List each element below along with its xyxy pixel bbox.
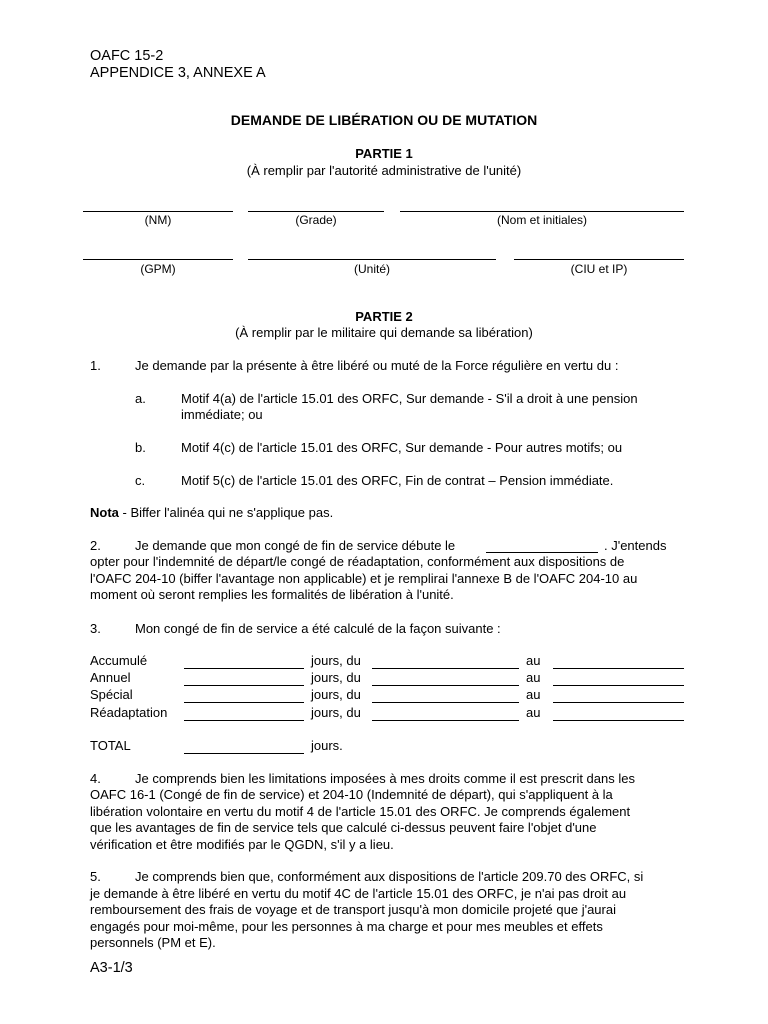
appendix-reference: APPENDICE 3, ANNEXE A [90,65,266,81]
part1-subtitle: (À remplir par l'autorité administrative de l'unité) [246,163,522,178]
note-label: Nota [90,505,119,520]
item3-text: Mon congé de fin de service a été calculé de la façon suivante : [135,621,501,636]
leave-label-special: Spécial [90,687,133,702]
nm-label: (NM) [144,213,172,227]
total-days-field[interactable] [184,753,304,754]
page-number: A3-1/3 [90,960,133,976]
gpm-field[interactable] [83,259,233,260]
part1-heading: PARTIE 1 [355,146,413,161]
from-date-field[interactable] [372,720,519,721]
days-field[interactable] [184,668,304,669]
to-label: au [526,670,541,685]
days-from-label: jours, du [311,670,361,685]
name-field[interactable] [400,211,684,212]
nm-field[interactable] [83,211,233,212]
page-title: DEMANDE DE LIBÉRATION OU DE MUTATION [230,112,538,128]
item1-number: 1. [90,358,101,373]
to-date-field[interactable] [553,668,684,669]
grade-field[interactable] [248,211,384,212]
from-date-field[interactable] [372,702,519,703]
total-label: TOTAL [90,738,131,753]
ciu-field[interactable] [514,259,684,260]
to-date-field[interactable] [553,720,684,721]
part2-heading: PARTIE 2 [355,309,413,324]
document-reference: OAFC 15-2 [90,48,164,64]
days-field[interactable] [184,702,304,703]
option-b-text: Motif 4(c) de l'article 15.01 des ORFC, Sur demande - Pour autres motifs; ou [181,440,623,455]
option-a-text: Motif 4(a) de l'article 15.01 des ORFC, Sur demande - S'il a droit à une pension [181,391,638,406]
note [90,505,333,522]
item2-text-end: . J'entends [604,538,667,553]
note-text: - Biffer l'alinéa qui ne s'applique pas. [118,505,334,520]
item5-line3: remboursement des frais de voyage et de transport jusqu'à mon domicile projeté que j'aurai [90,902,616,917]
ciu-label: (CIU et IP) [570,262,628,276]
name-label: (Nom et initiales) [496,213,588,227]
option-a-text-cont: immédiate; ou [181,407,263,422]
to-date-field[interactable] [553,702,684,703]
from-date-field[interactable] [372,685,519,686]
item4-number: 4. [90,771,101,786]
unit-label: (Unité) [353,262,390,276]
unit-field[interactable] [248,259,496,260]
leave-label-readaptation: Réadaptation [90,705,168,720]
leave-start-date-field[interactable] [486,552,598,553]
option-b-letter: b. [135,440,146,455]
option-c-text: Motif 5(c) de l'article 15.01 des ORFC, Fin de contrat – Pension immédiate. [181,473,614,488]
item4-line1: Je comprends bien les limitations imposées à mes droits comme il est prescrit dans les [135,771,635,786]
item2-number: 2. [90,538,101,553]
from-date-field[interactable] [372,668,519,669]
days-from-label: jours, du [311,687,361,702]
item2-text: Je demande que mon congé de fin de service débute le [135,538,456,553]
item4-line4: que les avantages de fin de service tels que calculé ci-dessus peuvent faire l'objet d'une [90,820,597,835]
item5-line1: Je comprends bien que, conformément aux dispositions de l'article 209.70 des ORFC, si [135,869,644,884]
gpm-label: (GPM) [140,262,176,276]
to-date-field[interactable] [553,685,684,686]
leave-label-annuel: Annuel [90,670,131,685]
part2-subtitle: (À remplir par le militaire qui demande sa libération) [235,325,533,340]
option-a-letter: a. [135,391,146,406]
option-c-letter: c. [135,473,146,488]
to-label: au [526,705,541,720]
item5-line4: engagés pour moi-même, pour les personnes à ma charge et pour mes meubles et effets [90,919,603,934]
total-days-suffix: jours. [311,738,343,753]
to-label: au [526,687,541,702]
to-label: au [526,653,541,668]
days-from-label: jours, du [311,705,361,720]
days-from-label: jours, du [311,653,361,668]
item3-number: 3. [90,621,101,636]
item2-line3: l'OAFC 204-10 (biffer l'avantage non applicable) et je remplirai l'annexe B de l'OAFC 204-10 au [90,571,638,586]
item4-line2: OAFC 16-1 (Congé de fin de service) et 204-10 (Indemnité de départ), qui s'appliquent à la [90,787,613,802]
item5-number: 5. [90,869,101,884]
grade-label: (Grade) [295,213,337,227]
leave-label-accumule: Accumulé [90,653,148,668]
item2-line2: opter pour l'indemnité de départ/le congé de réadaptation, conformément aux dispositions de [90,554,625,569]
item4-line5: vérification et être modifiés par le QGDN, s'il y a lieu. [90,837,394,852]
days-field[interactable] [184,685,304,686]
item1-text: Je demande par la présente à être libéré ou muté de la Force régulière en vertu du : [135,358,619,373]
item5-line5: personnels (PM et E). [90,935,216,950]
item5-line2: je demande à être libéré en vertu du motif 4C de l'article 15.01 des ORFC, je n'ai pas droit au [90,886,627,901]
days-field[interactable] [184,720,304,721]
item2-line4: moment où seront remplies les formalités de libération à l'unité. [90,587,454,602]
item4-line3: libération volontaire en vertu du motif 4 de l'article 15.01 des ORFC. Je comprends également [90,804,631,819]
